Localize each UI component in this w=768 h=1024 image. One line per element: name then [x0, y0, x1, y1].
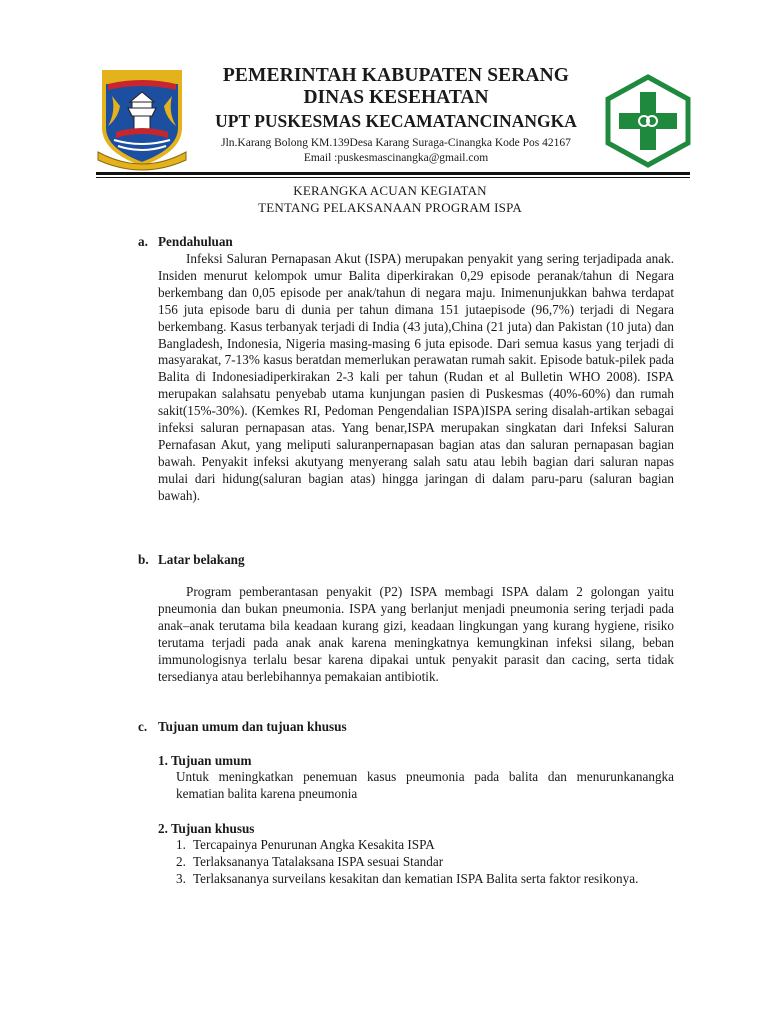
- list-item-number: 2.: [176, 854, 186, 869]
- section-a-marker: a.: [138, 234, 148, 249]
- list-item: [176, 853, 674, 870]
- section-a-body: [158, 251, 674, 505]
- puskesmas-green-cross-logo-icon: [604, 74, 692, 168]
- section-c-heading: [138, 718, 347, 735]
- letterhead-government: PEMERINTAH KABUPATEN SERANG: [222, 65, 570, 86]
- section-a-paragraph: Infeksi Saluran Pernapasan Akut (ISPA) merupakan penyakit yang sering terjadipada anak. Insiden menurut kelompok umur Balita diperkirakan 0,29 episode peranak/tahun di Negara berkembang dan 0,05 episode per anak/tahun di negara maju. Inimenunjukkan bahwa terdapat 156 juta episode baru di dunia per tahun dimana 151 jutaepisode (96,7%) terjadi di Negara berkembang. Kasus terbanyak terjadi di India (43 juta),China (21 juta) dan Pakistan (10 juta) dan Bangladesh, Indonesia, Nigeria masing-masing 6 juta episode. Dari semua kasus yang terjadi di masyarakat, 7-13% kasus beratdan memerlukan perawatan rumah sakit. Episode batuk-pilek pada Balita di Indonesiadiperkirakan 2-3 kali per tahun (Rudan et al Bulletin WHO 2008). ISPA merupakan salahsatu penyebab utama kunjungan pasien di Puskesmas (40%-60%) dan rumah sakit(15%-30%). (Kemkes RI, Pedoman Pengendalian ISPA)ISPA sering disalah-artikan sebagai infeksi saluran pernapasan atas. Yang benar,ISPA merupakan singkatan dari Infeksi Saluran Pernafasan Akut, yang meliputi saluranpernapasan bagian atas dan saluran pernapasan bagian bawah. Penyakit infeksi akutyang menyerang salah satu atau lebih bagian dari saluran napas mulai dari hidung(saluran bagian atas) hingga jaringan di dalam paru-paru (saluran bagian bawah).: [158, 251, 674, 503]
- section-a-title: Pendahuluan: [158, 234, 233, 249]
- title-line-1: KERANGKA ACUAN KEGIATAN: [293, 183, 487, 198]
- list-item: [176, 836, 674, 853]
- kabupaten-serang-crest-icon: [94, 66, 190, 172]
- letterhead-department: DINAS KESEHATAN: [303, 87, 489, 108]
- section-b-heading: [138, 551, 245, 568]
- specific-goals-list: [176, 836, 674, 887]
- letterhead-address: Jln.Karang Bolong KM.139Desa Karang Suraga-Cinangka Kode Pos 42167: [221, 137, 571, 149]
- section-c-title: Tujuan umum dan tujuan khusus: [158, 719, 347, 734]
- list-item-text: Terlaksananya surveilans kesakitan dan kematian ISPA Balita serta faktor resikonya.: [193, 871, 639, 886]
- list-item-text: Terlaksananya Tatalaksana ISPA sesuai Standar: [193, 854, 444, 869]
- general-goal-text: Untuk meningkatkan penemuan kasus pneumonia pada balita dan menurunkanangka kematian balita karena pneumonia: [176, 769, 674, 801]
- section-b-title: Latar belakang: [158, 552, 245, 567]
- letterhead-email: Email :puskesmascinangka@gmail.com: [303, 152, 489, 164]
- section-b-body: [158, 584, 674, 685]
- list-item-number: 3.: [176, 871, 186, 886]
- list-item: [176, 870, 674, 887]
- section-a-heading: [138, 233, 233, 250]
- document-title: [120, 182, 660, 216]
- section-b-marker: b.: [138, 552, 149, 567]
- letterhead-unit: UPT PUSKESMAS KECAMATANCINANGKA: [215, 111, 577, 131]
- section-c-marker: c.: [138, 719, 148, 734]
- list-item-number: 1.: [176, 837, 186, 852]
- letterhead: [190, 64, 602, 166]
- letterhead-rule-thin: [96, 177, 690, 178]
- section-b-paragraph: Program pemberantasan penyakit (P2) ISPA membagi ISPA dalam 2 golongan yaitu pneumonia dan bukan pneumonia. ISPA yang berlanjut menjadi pneumonia sering terjadi pada anak–anak terutama bila keadaan kurang gizi, keadaan lingkungan yang kurang hygiene, risiko terutama terjadi pada anak anak karena meningkatnya kemungkinan infeksi silang, beban immunologisnya terlalu besar karena dipakai untuk penyakit parasit dan cacing, serta tidak tersedianya atau berlebihannya pemakaian antibiotik.: [158, 584, 674, 684]
- letterhead-rule-thick: [96, 172, 690, 175]
- list-item-text: Tercapainya Penurunan Angka Kesakita ISPA: [193, 837, 435, 852]
- specific-goals-heading: 2. Tujuan khusus: [158, 821, 255, 836]
- general-goal-heading: 1. Tujuan umum: [158, 753, 252, 768]
- title-line-2: TENTANG PELAKSANAAN PROGRAM ISPA: [258, 200, 522, 215]
